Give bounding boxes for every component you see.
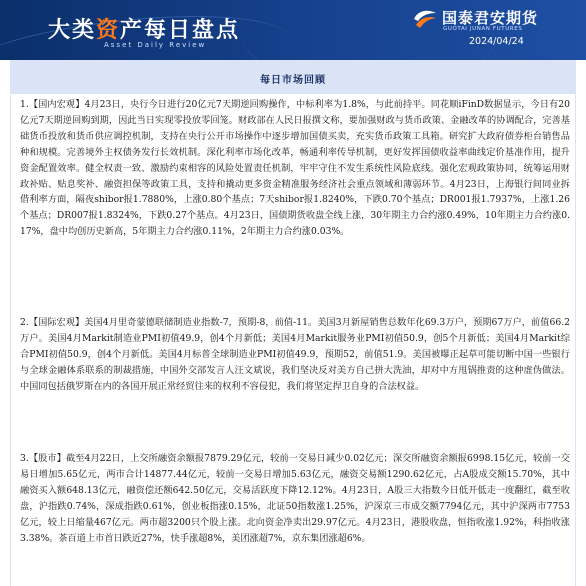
report-title-part-a: 大类 bbox=[48, 18, 97, 43]
paragraph-international-macro: 2.【国际宏观】美国4月里奇蒙德联储制造业指数-7，预期-8，前值-11。美国3月新屋销售总数年化69.3万户，预期67万户，前值66.2万户。美国4月Markit制造业PMI初值49.9，创4个月新低；美国4月Markit服务业PMI初值50.9，创5个月新低；美国4月Markit综合PMI初值50.9，创4个月新低。美国4月标普全球制造业PMI初值49.9，预期52，前值51.9。美国被曝正起草可能切断中国一些银行与全球金融体系联系的制裁措施，中国外交部发言人汪文斌说，我们坚决反对美方自己拼大洗油，却对中方甩锅推责的这种虚伪做法。中国同包括俄罗斯在内的各国开展正常经贸往来的权利不容侵犯，我们将坚定捍卫自身的合法权益。 bbox=[20, 317, 570, 392]
report-title-accent: 资 bbox=[96, 18, 121, 43]
company-name: 国泰君安期货 bbox=[442, 9, 539, 27]
report-title bbox=[48, 13, 240, 44]
report-header bbox=[0, 0, 586, 60]
report-date: 2024/04/24 bbox=[469, 36, 524, 47]
company-logo-icon bbox=[412, 8, 438, 30]
company-logo bbox=[412, 6, 582, 36]
report-body bbox=[10, 94, 576, 586]
company-name-en: GUOTAI JUNAN FUTURES bbox=[443, 26, 523, 32]
section-header bbox=[10, 60, 576, 94]
paragraph-domestic-macro: 1.【国内宏观】4月23日，央行今日进行20亿元7天期逆回购操作，中标利率为1.8%，与此前持平。同花顺iFinD数据显示，今日有20亿元7天期逆回购到期，因此当日实现零投放零回笼。财政部在人民日报撰文称，要加强财政与货币政策、金融改革的协调配合，完善基础货币投放和货币供应调控机制，支持在央行公开市场操作中逐步增加国债买卖，充实货币政策工具箱。研究扩大政府债券柜台销售品种和规模。完善境外主权债务发行长效机制。深化利率市场化改革，畅通利率传导机制，更好发挥国债收益率曲线定价基准作用，提升资金配置效率。健全权责一致、激励约束相容的风险处置责任机制，牢牢守住不发生系统性风险底线。强化宏观政策协同，统筹运用财政补贴、贴息奖补、融资担保等政策工具，支持和撬动更多资金精准服务经济社会重点领域和薄弱环节。4月23日，上海银行间同业拆借利率方面，隔夜shibor报1.7880%，上涨0.80个基点；7天shibor报1.8240%，下跌0.70个基点；DR001报1.7937%，上涨1.26个基点；DR007报1.8324%，下跌0.27个基点。4月23日，国债期货收盘全线上涨，30年期主力合约涨0.49%，10年期主力合约涨0.17%，盘中均创历史新高，5年期主力合约涨0.11%，2年期主力合约涨0.03%。 bbox=[20, 99, 570, 238]
report-subtitle: Asset Daily Review bbox=[104, 41, 207, 49]
paragraph-stock-market: 3.【股市】截至4月22日，上交所融资余额报7879.29亿元，较前一交易日减少0.02亿元；深交所融资余额报6998.15亿元，较前一交易日增加5.65亿元，两市合计14877.44亿元，较前一交易日增加5.63亿元，融资交易额1290.62亿元，占A股成交额15.70%，其中融资买入额648.13亿元，融资偿还额642.50亿元，交易活跃度下降12.12%。4月23日，A股三大指数今日低开低走一度翻红，截至收盘，沪指跌0.74%，深成指跌0.61%，创业板指涨0.15%，北证50指数涨1.25%，沪深京三市成交额7794亿元，其中沪深两市7753亿元，较上日缩量467亿元。两市超3200只个股上涨。北向资金净卖出29.97亿元。4月23日，港股收盘，恒指收涨1.92%，科指收涨3.38%。茶百道上市首日跌近27%，快手涨超8%，美团涨超7%，京东集团涨超6%。 bbox=[20, 453, 570, 544]
report-title-part-b: 产每日盘点 bbox=[120, 18, 241, 43]
section-title: 每日市场回顾 bbox=[260, 75, 326, 86]
